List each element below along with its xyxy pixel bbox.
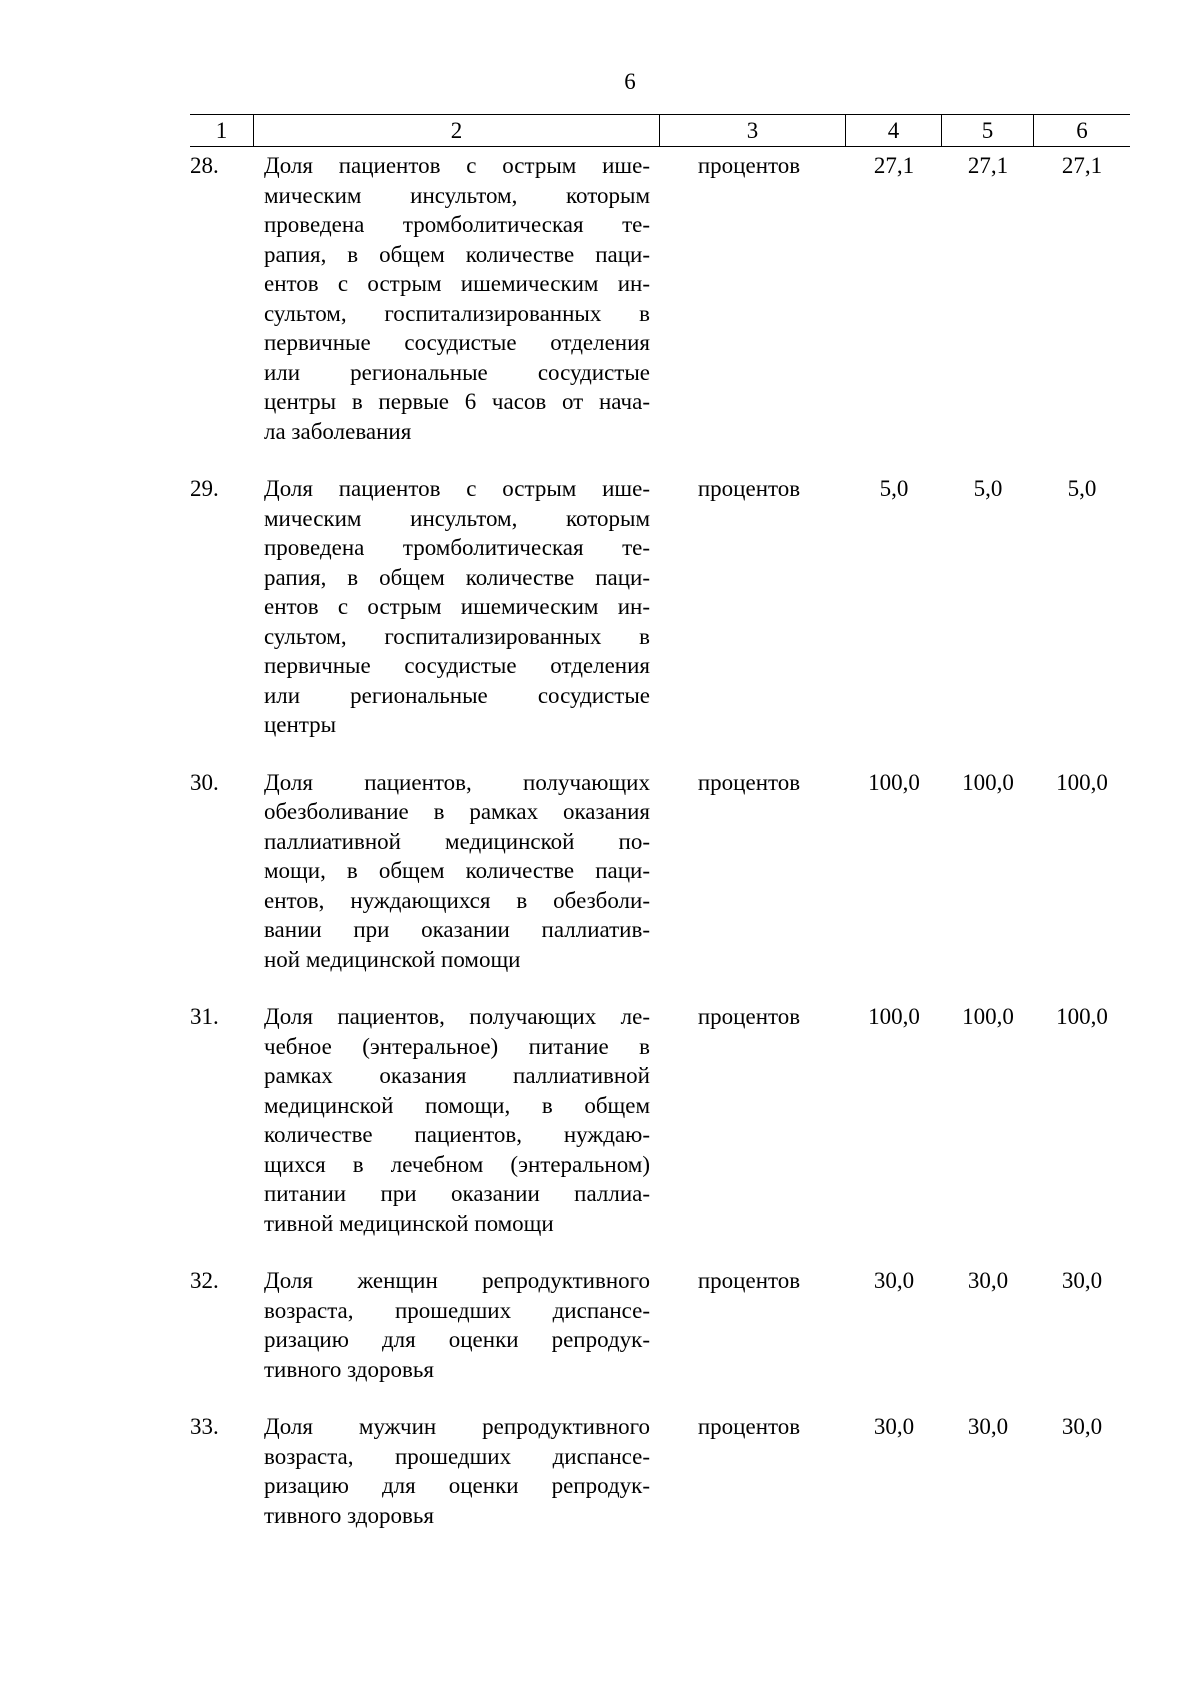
value-column-5: 30,0 [967, 1268, 1009, 1293]
row-number: 28. [190, 153, 219, 178]
value-column-6: 100,0 [1056, 769, 1108, 795]
description-line: ризацию для оценки репродук- [264, 1473, 650, 1498]
column-header-5: 5 [942, 115, 1034, 146]
description-line: ентов с острым ишемическим ин- [264, 271, 650, 296]
description-line: Доля пациентов с острым ише- [264, 153, 650, 178]
indicator-description [254, 151, 660, 446]
unit-of-measure: процентов [697, 769, 801, 795]
value-column-4: 30,0 [873, 1268, 915, 1293]
description-line: обезболивание в рамках оказания [264, 799, 650, 824]
unit-of-measure: процентов [697, 476, 801, 501]
description-line: ла заболевания [264, 418, 412, 444]
description-line: Доля мужчин репродуктивного [264, 1414, 650, 1439]
description-line: рапия, в общем количестве паци- [264, 564, 650, 590]
description-line: тивного здоровья [264, 1356, 434, 1382]
value-column-5: 30,0 [967, 1414, 1009, 1439]
description-line: рапия, в общем количестве паци- [264, 241, 650, 267]
description-line: Доля пациентов, получающих ле- [264, 1004, 650, 1029]
value-column-6: 5,0 [1067, 476, 1097, 501]
value-column-6: 27,1 [1061, 153, 1103, 178]
description-line: Доля женщин репродуктивного [264, 1268, 650, 1293]
description-line: проведена тромболитическая те- [264, 535, 650, 560]
row-number: 29. [190, 476, 219, 501]
table-row [190, 1002, 1130, 1238]
value-column-4: 100,0 [868, 1004, 920, 1029]
indicator-description [254, 474, 660, 740]
value-column-5: 100,0 [962, 769, 1014, 795]
value-column-4: 5,0 [879, 476, 909, 501]
row-number: 32. [190, 1268, 219, 1293]
value-column-4: 27,1 [873, 153, 915, 178]
description-line: рамках оказания паллиативной [264, 1063, 650, 1088]
column-header-2: 2 [254, 115, 660, 146]
value-column-4: 30,0 [873, 1414, 915, 1439]
indicator-description [254, 1412, 660, 1530]
description-line: проведена тромболитическая те- [264, 212, 650, 237]
unit-of-measure: процентов [697, 153, 801, 178]
table-row [190, 474, 1130, 740]
description-line: щихся в лечебном (энтеральном) [264, 1151, 650, 1177]
value-column-6: 30,0 [1061, 1268, 1103, 1293]
description-line: ной медицинской помощи [264, 946, 521, 972]
description-line: возраста, прошедших диспансе- [264, 1443, 650, 1469]
description-line: первичные сосудистые отделения [264, 330, 650, 355]
column-header-6: 6 [1076, 118, 1088, 143]
value-column-6: 30,0 [1061, 1414, 1103, 1439]
table-row [190, 1266, 1130, 1384]
description-line: мощи, в общем количестве паци- [264, 858, 650, 883]
description-line: паллиативной медицинской по- [264, 828, 650, 854]
description-line: первичные сосудистые отделения [264, 653, 650, 678]
description-line: мическим инсультом, которым [264, 182, 650, 208]
table-body [190, 147, 1130, 1530]
indicator-description [254, 768, 660, 975]
description-line: центры [264, 712, 337, 737]
description-line: питании при оказании паллиа- [264, 1181, 650, 1206]
table-row [190, 1412, 1130, 1530]
value-column-5: 100,0 [962, 1004, 1014, 1029]
description-line: ентов с острым ишемическим ин- [264, 594, 650, 619]
description-line: возраста, прошедших диспансе- [264, 1297, 650, 1323]
description-line: Доля пациентов, получающих [264, 769, 650, 795]
description-line: чебное (энтеральное) питание в [264, 1033, 650, 1059]
description-line: количестве пациентов, нуждаю- [264, 1122, 650, 1147]
description-line: медицинской помощи, в общем [264, 1092, 650, 1118]
indicator-description [254, 1266, 660, 1384]
value-column-4: 100,0 [868, 769, 920, 795]
page-number: 6 [624, 69, 636, 94]
unit-of-measure: процентов [697, 1268, 801, 1293]
description-line: мическим инсультом, которым [264, 505, 650, 531]
row-number: 31. [190, 1004, 219, 1029]
table-row [190, 151, 1130, 446]
column-header-1: 1 [190, 115, 254, 146]
unit-of-measure: процентов [697, 1414, 801, 1439]
description-line: вании при оказании паллиатив- [264, 917, 650, 942]
indicator-table [190, 114, 1130, 1530]
description-line: сультом, госпитализированных в [264, 623, 650, 649]
description-line: Доля пациентов с острым ише- [264, 476, 650, 501]
table-row [190, 768, 1130, 975]
description-line: ентов, нуждающихся в обезболи- [264, 887, 650, 913]
column-header-3: 3 [660, 115, 846, 146]
value-column-5: 27,1 [967, 153, 1009, 178]
description-line: тивного здоровья [264, 1502, 434, 1528]
table-header-row [190, 114, 1130, 147]
unit-of-measure: процентов [697, 1004, 801, 1029]
description-line: или региональные сосудистые [264, 359, 650, 385]
indicator-description [254, 1002, 660, 1238]
value-column-6: 100,0 [1056, 1004, 1108, 1029]
description-line: сультом, госпитализированных в [264, 300, 650, 326]
description-line: ризацию для оценки репродук- [264, 1327, 650, 1352]
row-number: 33. [190, 1414, 219, 1439]
row-number: 30. [190, 769, 219, 795]
description-line: или региональные сосудистые [264, 682, 650, 708]
value-column-5: 5,0 [973, 476, 1003, 501]
description-line: тивной медицинской помощи [264, 1210, 554, 1236]
description-line: центры в первые 6 часов от нача- [264, 389, 650, 414]
column-header-4: 4 [846, 115, 942, 146]
